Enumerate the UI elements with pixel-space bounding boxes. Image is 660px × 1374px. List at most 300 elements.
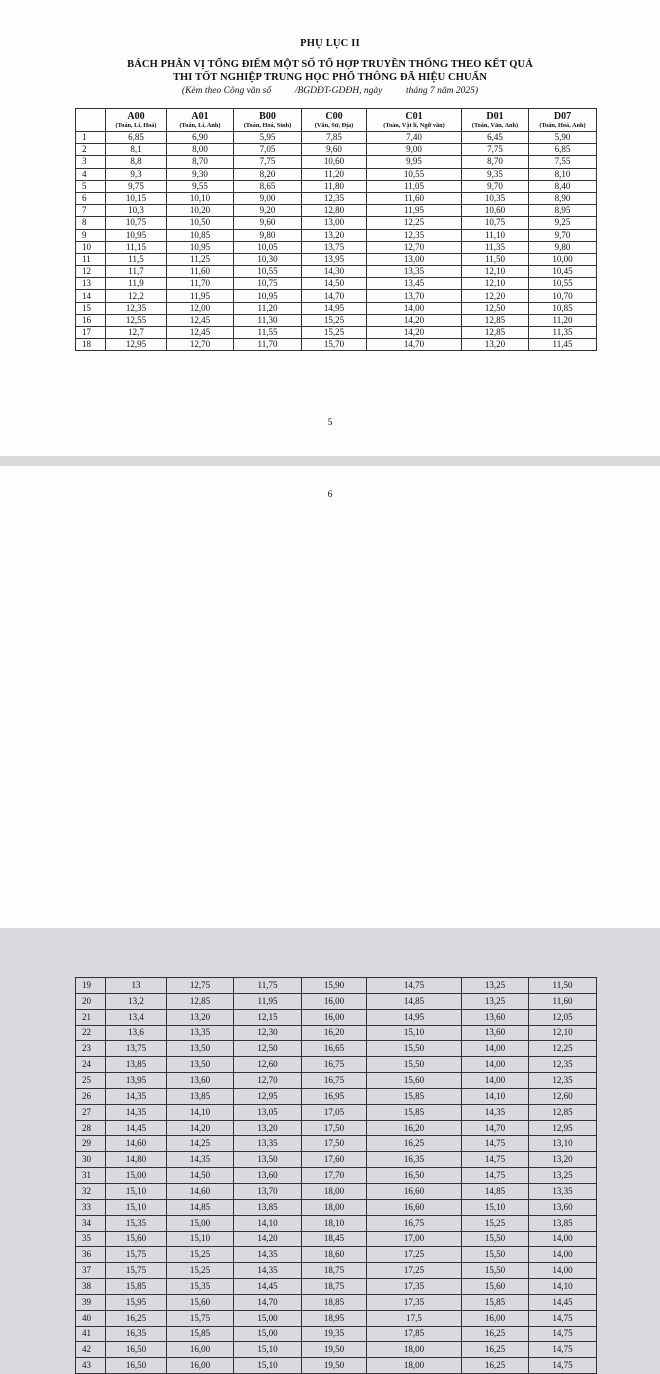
score-cell: 11,15: [106, 241, 167, 253]
percentile-cell: 11: [76, 253, 106, 265]
score-cell: 14,70: [367, 339, 462, 351]
percentile-cell: 8: [76, 217, 106, 229]
score-cell: 14,25: [167, 1136, 234, 1152]
score-cell: 15,10: [234, 1358, 302, 1374]
score-cell: 15,00: [167, 1215, 234, 1231]
score-cell: 13,75: [106, 1041, 167, 1057]
table-row: [76, 1294, 597, 1310]
score-cell: 14,75: [367, 978, 462, 994]
score-cell: 6,90: [167, 132, 234, 144]
percentile-cell: 2: [76, 144, 106, 156]
score-cell: 16,50: [106, 1358, 167, 1374]
table-row: [76, 1183, 597, 1199]
score-cell: 7,40: [367, 132, 462, 144]
score-cell: 16,60: [367, 1199, 462, 1215]
score-cell: 13,75: [302, 241, 367, 253]
score-cell: 17,5: [367, 1310, 462, 1326]
score-cell: 14,60: [167, 1183, 234, 1199]
table-row: [76, 302, 597, 314]
percentile-cell: 32: [76, 1183, 106, 1199]
score-cell: 14,50: [302, 278, 367, 290]
score-cell: 14,00: [529, 1263, 597, 1279]
score-cell: 15,50: [462, 1247, 529, 1263]
score-cell: 10,30: [234, 253, 302, 265]
score-cell: 11,80: [302, 180, 367, 192]
score-cell: 11,30: [234, 314, 302, 326]
table-row: [76, 1025, 597, 1041]
score-cell: 16,25: [462, 1358, 529, 1374]
score-cell: 9,95: [367, 156, 462, 168]
document-page-2: [0, 466, 660, 1371]
score-cell: 13,25: [462, 978, 529, 994]
score-cell: 13: [106, 978, 167, 994]
score-cell: 13,00: [367, 253, 462, 265]
score-cell: 15,75: [106, 1263, 167, 1279]
score-cell: 14,30: [302, 266, 367, 278]
percentile-cell: 25: [76, 1073, 106, 1089]
score-cell: 7,75: [462, 144, 529, 156]
score-cell: 11,95: [234, 993, 302, 1009]
score-cell: 15,10: [462, 1199, 529, 1215]
score-cell: 14,75: [462, 1152, 529, 1168]
percentile-cell: 23: [76, 1041, 106, 1057]
header-cell-c01: [367, 109, 462, 132]
score-cell: 13,35: [234, 1136, 302, 1152]
score-cell: 11,50: [529, 978, 597, 994]
score-cell: 11,5: [106, 253, 167, 265]
score-cell: 15,25: [302, 327, 367, 339]
score-cell: 13,60: [462, 1025, 529, 1041]
score-cell: 12,45: [167, 327, 234, 339]
score-cell: 18,75: [302, 1279, 367, 1295]
score-cell: 17,50: [302, 1136, 367, 1152]
score-cell: 13,60: [167, 1073, 234, 1089]
score-cell: 10,55: [367, 168, 462, 180]
score-cell: 14,75: [529, 1310, 597, 1326]
percentile-cell: 20: [76, 993, 106, 1009]
score-cell: 10,60: [302, 156, 367, 168]
score-cell: 15,60: [167, 1294, 234, 1310]
percentile-cell: 19: [76, 978, 106, 994]
percentile-cell: 40: [76, 1310, 106, 1326]
score-cell: 15,10: [106, 1183, 167, 1199]
score-cell: 9,00: [367, 144, 462, 156]
score-cell: 10,85: [167, 229, 234, 241]
score-cell: 9,25: [529, 217, 597, 229]
score-cell: 11,05: [367, 180, 462, 192]
score-cell: 8,90: [529, 192, 597, 204]
score-cell: 11,20: [234, 302, 302, 314]
score-cell: 16,65: [302, 1041, 367, 1057]
score-cell: 14,75: [529, 1358, 597, 1374]
column-code: B00: [259, 110, 276, 122]
score-cell: 11,9: [106, 278, 167, 290]
score-cell: 14,35: [462, 1104, 529, 1120]
table-row: [76, 1009, 597, 1025]
score-cell: 15,00: [234, 1326, 302, 1342]
score-cell: 14,75: [462, 1136, 529, 1152]
score-cell: 8,1: [106, 144, 167, 156]
score-cell: 15,90: [302, 978, 367, 994]
score-cell: 15,00: [234, 1310, 302, 1326]
score-cell: 12,85: [167, 993, 234, 1009]
score-cell: 15,10: [234, 1342, 302, 1358]
score-cell: 15,85: [462, 1294, 529, 1310]
score-cell: 12,55: [106, 314, 167, 326]
score-cell: 5,95: [234, 132, 302, 144]
document-title-line-1: BÁCH PHÂN VỊ TỔNG ĐIỂM MỘT SỐ TỔ HỢP TRUYỀN THỐNG THEO KẾT QUẢ: [127, 59, 533, 70]
score-cell: 11,60: [367, 192, 462, 204]
header-cell-c00: [302, 109, 367, 132]
table-row: [76, 1120, 597, 1136]
score-cell: 10,55: [234, 266, 302, 278]
score-cell: 16,00: [302, 993, 367, 1009]
score-cell: 12,30: [234, 1025, 302, 1041]
score-cell: 15,50: [462, 1263, 529, 1279]
score-cell: 17,35: [367, 1294, 462, 1310]
score-cell: 16,00: [302, 1009, 367, 1025]
score-cell: 14,20: [167, 1120, 234, 1136]
table-row: [76, 1310, 597, 1326]
score-cell: 10,20: [167, 205, 234, 217]
score-cell: 13,50: [234, 1152, 302, 1168]
score-cell: 10,3: [106, 205, 167, 217]
header-cell-d07: [529, 109, 597, 132]
score-cell: 15,85: [367, 1104, 462, 1120]
score-cell: 15,25: [167, 1247, 234, 1263]
score-cell: 11,75: [234, 978, 302, 994]
score-cell: 14,70: [302, 290, 367, 302]
score-cell: 16,95: [302, 1088, 367, 1104]
score-cell: 11,20: [529, 314, 597, 326]
percentile-cell: 38: [76, 1279, 106, 1295]
score-cell: 14,45: [106, 1120, 167, 1136]
table-row: [76, 1326, 597, 1342]
score-cell: 14,60: [106, 1136, 167, 1152]
score-cell: 17,35: [367, 1279, 462, 1295]
score-cell: 15,85: [106, 1279, 167, 1295]
table-row: [76, 1104, 597, 1120]
score-cell: 7,85: [302, 132, 367, 144]
score-cell: 8,10: [529, 168, 597, 180]
score-cell: 8,00: [167, 144, 234, 156]
score-cell: 14,10: [462, 1088, 529, 1104]
score-cell: 15,50: [367, 1041, 462, 1057]
score-cell: 15,35: [167, 1279, 234, 1295]
score-cell: 14,20: [367, 314, 462, 326]
score-cell: 13,20: [529, 1152, 597, 1168]
score-cell: 18,95: [302, 1310, 367, 1326]
score-cell: 15,10: [106, 1199, 167, 1215]
percentile-cell: 35: [76, 1231, 106, 1247]
table-row: [76, 144, 597, 156]
score-cell: 15,25: [462, 1215, 529, 1231]
score-cell: 16,25: [106, 1310, 167, 1326]
score-cell: 14,75: [462, 1168, 529, 1184]
percentile-cell: 21: [76, 1009, 106, 1025]
score-cell: 11,55: [234, 327, 302, 339]
table-row: [76, 993, 597, 1009]
score-cell: 12,35: [367, 229, 462, 241]
score-cell: 10,10: [167, 192, 234, 204]
score-cell: 16,50: [106, 1342, 167, 1358]
score-cell: 9,55: [167, 180, 234, 192]
score-cell: 15,75: [167, 1310, 234, 1326]
table-row: [76, 1231, 597, 1247]
percentile-cell: 41: [76, 1326, 106, 1342]
score-cell: 17,60: [302, 1152, 367, 1168]
column-code: C00: [325, 110, 343, 122]
percentile-cell: 5: [76, 180, 106, 192]
score-cell: 19,50: [302, 1342, 367, 1358]
score-cell: 15,95: [106, 1294, 167, 1310]
score-cell: 13,70: [367, 290, 462, 302]
score-cell: 10,95: [234, 290, 302, 302]
table-row: [76, 1152, 597, 1168]
score-cell: 10,75: [234, 278, 302, 290]
percentile-cell: 12: [76, 266, 106, 278]
score-cell: 15,25: [302, 314, 367, 326]
score-cell: 12,85: [462, 327, 529, 339]
score-cell: 15,50: [462, 1231, 529, 1247]
percentile-cell: 18: [76, 339, 106, 351]
score-cell: 17,85: [367, 1326, 462, 1342]
score-cell: 14,00: [462, 1041, 529, 1057]
score-cell: 10,55: [529, 278, 597, 290]
percentile-cell: 28: [76, 1120, 106, 1136]
percentile-cell: 30: [76, 1152, 106, 1168]
percentile-cell: 26: [76, 1088, 106, 1104]
percentile-cell: 10: [76, 241, 106, 253]
score-cell: 12,60: [529, 1088, 597, 1104]
score-cell: 12,85: [462, 314, 529, 326]
score-cell: 12,10: [529, 1025, 597, 1041]
column-subjects: (Toán, Hoá, Anh): [539, 121, 586, 129]
score-cell: 16,75: [367, 1215, 462, 1231]
score-cell: 8,8: [106, 156, 167, 168]
score-cell: 9,60: [302, 144, 367, 156]
table-row: [76, 1088, 597, 1104]
score-cell: 12,70: [234, 1073, 302, 1089]
table-row: [76, 1073, 597, 1089]
percentile-cell: 33: [76, 1199, 106, 1215]
score-cell: 12,00: [167, 302, 234, 314]
score-cell: 12,80: [302, 205, 367, 217]
column-subjects: (Toán, Lí, Anh): [179, 121, 221, 129]
score-cell: 13,20: [234, 1120, 302, 1136]
table-row: [76, 1199, 597, 1215]
score-cell: 14,95: [302, 302, 367, 314]
score-cell: 13,20: [167, 1009, 234, 1025]
score-cell: 12,25: [529, 1041, 597, 1057]
page-number: 5: [327, 418, 333, 428]
score-cell: 10,95: [106, 229, 167, 241]
score-cell: 11,35: [462, 241, 529, 253]
score-cell: 13,85: [106, 1057, 167, 1073]
percentile-cell: 14: [76, 290, 106, 302]
score-cell: 11,60: [529, 993, 597, 1009]
score-cell: 13,20: [462, 339, 529, 351]
score-cell: 9,80: [529, 241, 597, 253]
percentile-cell: 6: [76, 192, 106, 204]
score-cell: 14,20: [367, 327, 462, 339]
score-cell: 16,00: [462, 1310, 529, 1326]
score-cell: 13,50: [167, 1041, 234, 1057]
score-cell: 11,45: [529, 339, 597, 351]
score-cell: 15,85: [167, 1326, 234, 1342]
score-cell: 14,80: [106, 1152, 167, 1168]
score-cell: 14,45: [234, 1279, 302, 1295]
score-cell: 9,30: [167, 168, 234, 180]
percentile-cell: 37: [76, 1263, 106, 1279]
score-cell: 11,25: [167, 253, 234, 265]
score-cell: 13,85: [167, 1088, 234, 1104]
score-cell: 14,35: [167, 1152, 234, 1168]
score-cell: 13,60: [234, 1168, 302, 1184]
column-code: D01: [486, 110, 504, 122]
score-cell: 16,25: [462, 1326, 529, 1342]
score-cell: 8,70: [462, 156, 529, 168]
score-cell: 9,35: [462, 168, 529, 180]
table-row: [76, 1342, 597, 1358]
column-code: A01: [191, 110, 209, 122]
score-cell: 15,10: [167, 1231, 234, 1247]
score-cell: 17,25: [367, 1263, 462, 1279]
score-cell: 12,50: [234, 1041, 302, 1057]
table-row: [76, 1358, 597, 1374]
score-cell: 14,35: [106, 1104, 167, 1120]
score-cell: 9,70: [529, 229, 597, 241]
document-title-line-2: THI TỐT NGHIỆP TRUNG HỌC PHỔ THÔNG ĐÃ HIỆU CHUẨN: [172, 72, 488, 83]
score-cell: 18,00: [367, 1358, 462, 1374]
percentile-cell: 15: [76, 302, 106, 314]
score-cell: 10,60: [462, 205, 529, 217]
score-cell: 9,75: [106, 180, 167, 192]
score-cell: 13,45: [367, 278, 462, 290]
score-cell: 18,75: [302, 1263, 367, 1279]
score-cell: 6,85: [106, 132, 167, 144]
score-cell: 13,95: [106, 1073, 167, 1089]
score-cell: 14,20: [234, 1231, 302, 1247]
percentile-cell: 43: [76, 1358, 106, 1374]
score-cell: 12,05: [529, 1009, 597, 1025]
score-cell: 15,70: [302, 339, 367, 351]
score-cell: 16,75: [302, 1057, 367, 1073]
score-cell: 12,95: [234, 1088, 302, 1104]
score-cell: 16,20: [302, 1025, 367, 1041]
score-cell: 13,60: [529, 1199, 597, 1215]
percentile-cell: 24: [76, 1057, 106, 1073]
score-cell: 10,15: [106, 192, 167, 204]
score-cell: 14,45: [529, 1294, 597, 1310]
table-row: [76, 168, 597, 180]
score-cell: 17,00: [367, 1231, 462, 1247]
score-cell: 15,50: [367, 1057, 462, 1073]
table-row: [76, 1168, 597, 1184]
table-row: [76, 314, 597, 326]
score-cell: 9,70: [462, 180, 529, 192]
header-cell-b00: [234, 109, 302, 132]
score-cell: 15,35: [106, 1215, 167, 1231]
score-cell: 12,95: [106, 339, 167, 351]
score-cell: 9,00: [234, 192, 302, 204]
score-cell: 9,80: [234, 229, 302, 241]
percentile-cell: 36: [76, 1247, 106, 1263]
table-row: [76, 1263, 597, 1279]
score-cell: 12,70: [167, 339, 234, 351]
score-cell: 16,75: [302, 1073, 367, 1089]
score-cell: 14,00: [529, 1247, 597, 1263]
score-cell: 16,00: [167, 1342, 234, 1358]
score-cell: 16,50: [367, 1168, 462, 1184]
score-cell: 10,85: [529, 302, 597, 314]
document-subtitle: (Kèm theo Công văn số /BGDĐT-GDĐH, ngày tháng 7 năm 2025): [181, 86, 479, 96]
score-cell: 14,75: [529, 1326, 597, 1342]
percentile-cell: 1: [76, 132, 106, 144]
score-cell: 11,60: [167, 266, 234, 278]
score-cell: 16,35: [106, 1326, 167, 1342]
score-cell: 11,7: [106, 266, 167, 278]
score-cell: 13,10: [529, 1136, 597, 1152]
score-cell: 13,60: [462, 1009, 529, 1025]
score-cell: 15,60: [367, 1073, 462, 1089]
score-cell: 6,85: [529, 144, 597, 156]
score-cell: 8,40: [529, 180, 597, 192]
score-cell: 14,00: [367, 302, 462, 314]
percentile-cell: 13: [76, 278, 106, 290]
score-cell: 13,6: [106, 1025, 167, 1041]
score-cell: 16,60: [367, 1183, 462, 1199]
score-cell: 7,55: [529, 156, 597, 168]
score-cell: 9,3: [106, 168, 167, 180]
percentile-cell: 17: [76, 327, 106, 339]
score-cell: 8,70: [167, 156, 234, 168]
table-row: [76, 978, 597, 994]
table-row: [76, 1247, 597, 1263]
score-cell: 14,10: [167, 1104, 234, 1120]
score-cell: 13,00: [302, 217, 367, 229]
score-cell: 10,35: [462, 192, 529, 204]
appendix-heading: PHỤ LỤC II: [300, 38, 360, 49]
table-row: [76, 278, 597, 290]
table-row: [76, 327, 597, 339]
score-cell: 10,70: [529, 290, 597, 302]
score-cell: 14,50: [167, 1168, 234, 1184]
score-cell: 8,20: [234, 168, 302, 180]
score-cell: 14,00: [462, 1073, 529, 1089]
table-row: [76, 229, 597, 241]
table-row: [76, 217, 597, 229]
column-subjects: (Toán, Lí, Hoá): [115, 121, 157, 129]
score-cell: 11,70: [167, 278, 234, 290]
score-cell: 14,35: [106, 1088, 167, 1104]
column-subjects: (Toán, Hoá, Sinh): [243, 121, 292, 129]
score-cell: 10,00: [529, 253, 597, 265]
document-page-1: [0, 0, 660, 456]
score-cell: 12,50: [462, 302, 529, 314]
score-cell: 14,85: [167, 1199, 234, 1215]
percentile-cell: 39: [76, 1294, 106, 1310]
score-cell: 12,15: [234, 1009, 302, 1025]
score-cell: 14,10: [234, 1215, 302, 1231]
score-cell: 17,50: [302, 1120, 367, 1136]
page-number: 6: [327, 490, 333, 500]
table-row: [76, 241, 597, 253]
score-cell: 12,7: [106, 327, 167, 339]
percentile-table-part-1: [75, 108, 597, 351]
score-cell: 13,35: [167, 1025, 234, 1041]
score-cell: 7,75: [234, 156, 302, 168]
